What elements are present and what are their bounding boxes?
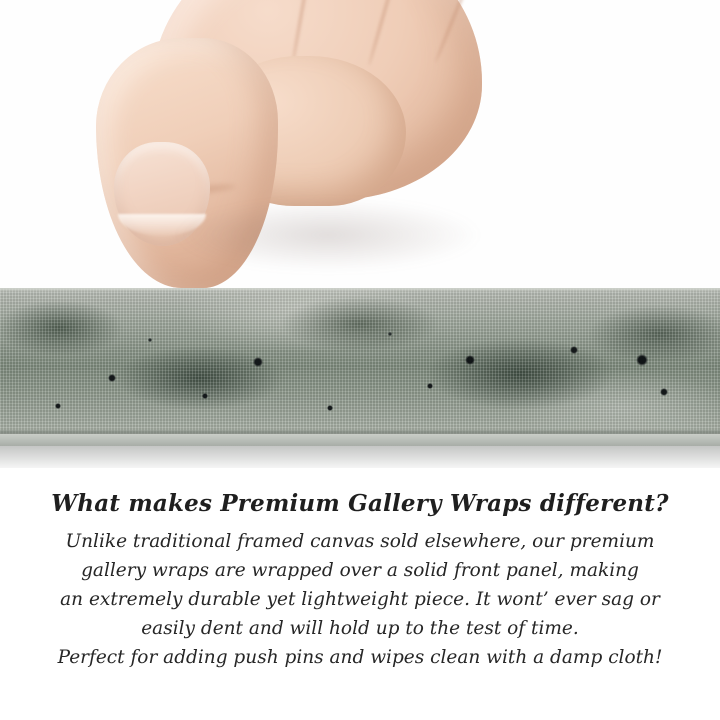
hand-graphic xyxy=(92,0,482,320)
hand-shadow xyxy=(178,200,478,270)
caption-line: Perfect for adding push pins and wipes clean with a damp cloth! xyxy=(57,647,663,668)
caption-block xyxy=(0,490,720,672)
caption-line: easily dent and will hold up to the test of time. xyxy=(141,618,579,639)
solid-front-panel-edge xyxy=(0,434,720,446)
finger-separation-line xyxy=(368,0,404,66)
canvas-top-highlight xyxy=(0,288,720,292)
caption-body xyxy=(0,527,720,672)
caption-heading: What makes Premium Gallery Wraps different? xyxy=(51,490,669,517)
canvas-speckle-texture xyxy=(0,288,720,440)
finger-separation-line xyxy=(434,0,473,63)
caption-line: gallery wraps are wrapped over a solid front panel, making xyxy=(81,560,639,581)
panel-drop-shadow xyxy=(0,446,720,468)
canvas-wrap-edge xyxy=(0,288,720,440)
caption-line: an extremely durable yet lightweight piece. It wont’ ever sag or xyxy=(60,589,660,610)
caption-line: Unlike traditional framed canvas sold elsewhere, our premium xyxy=(65,531,655,552)
